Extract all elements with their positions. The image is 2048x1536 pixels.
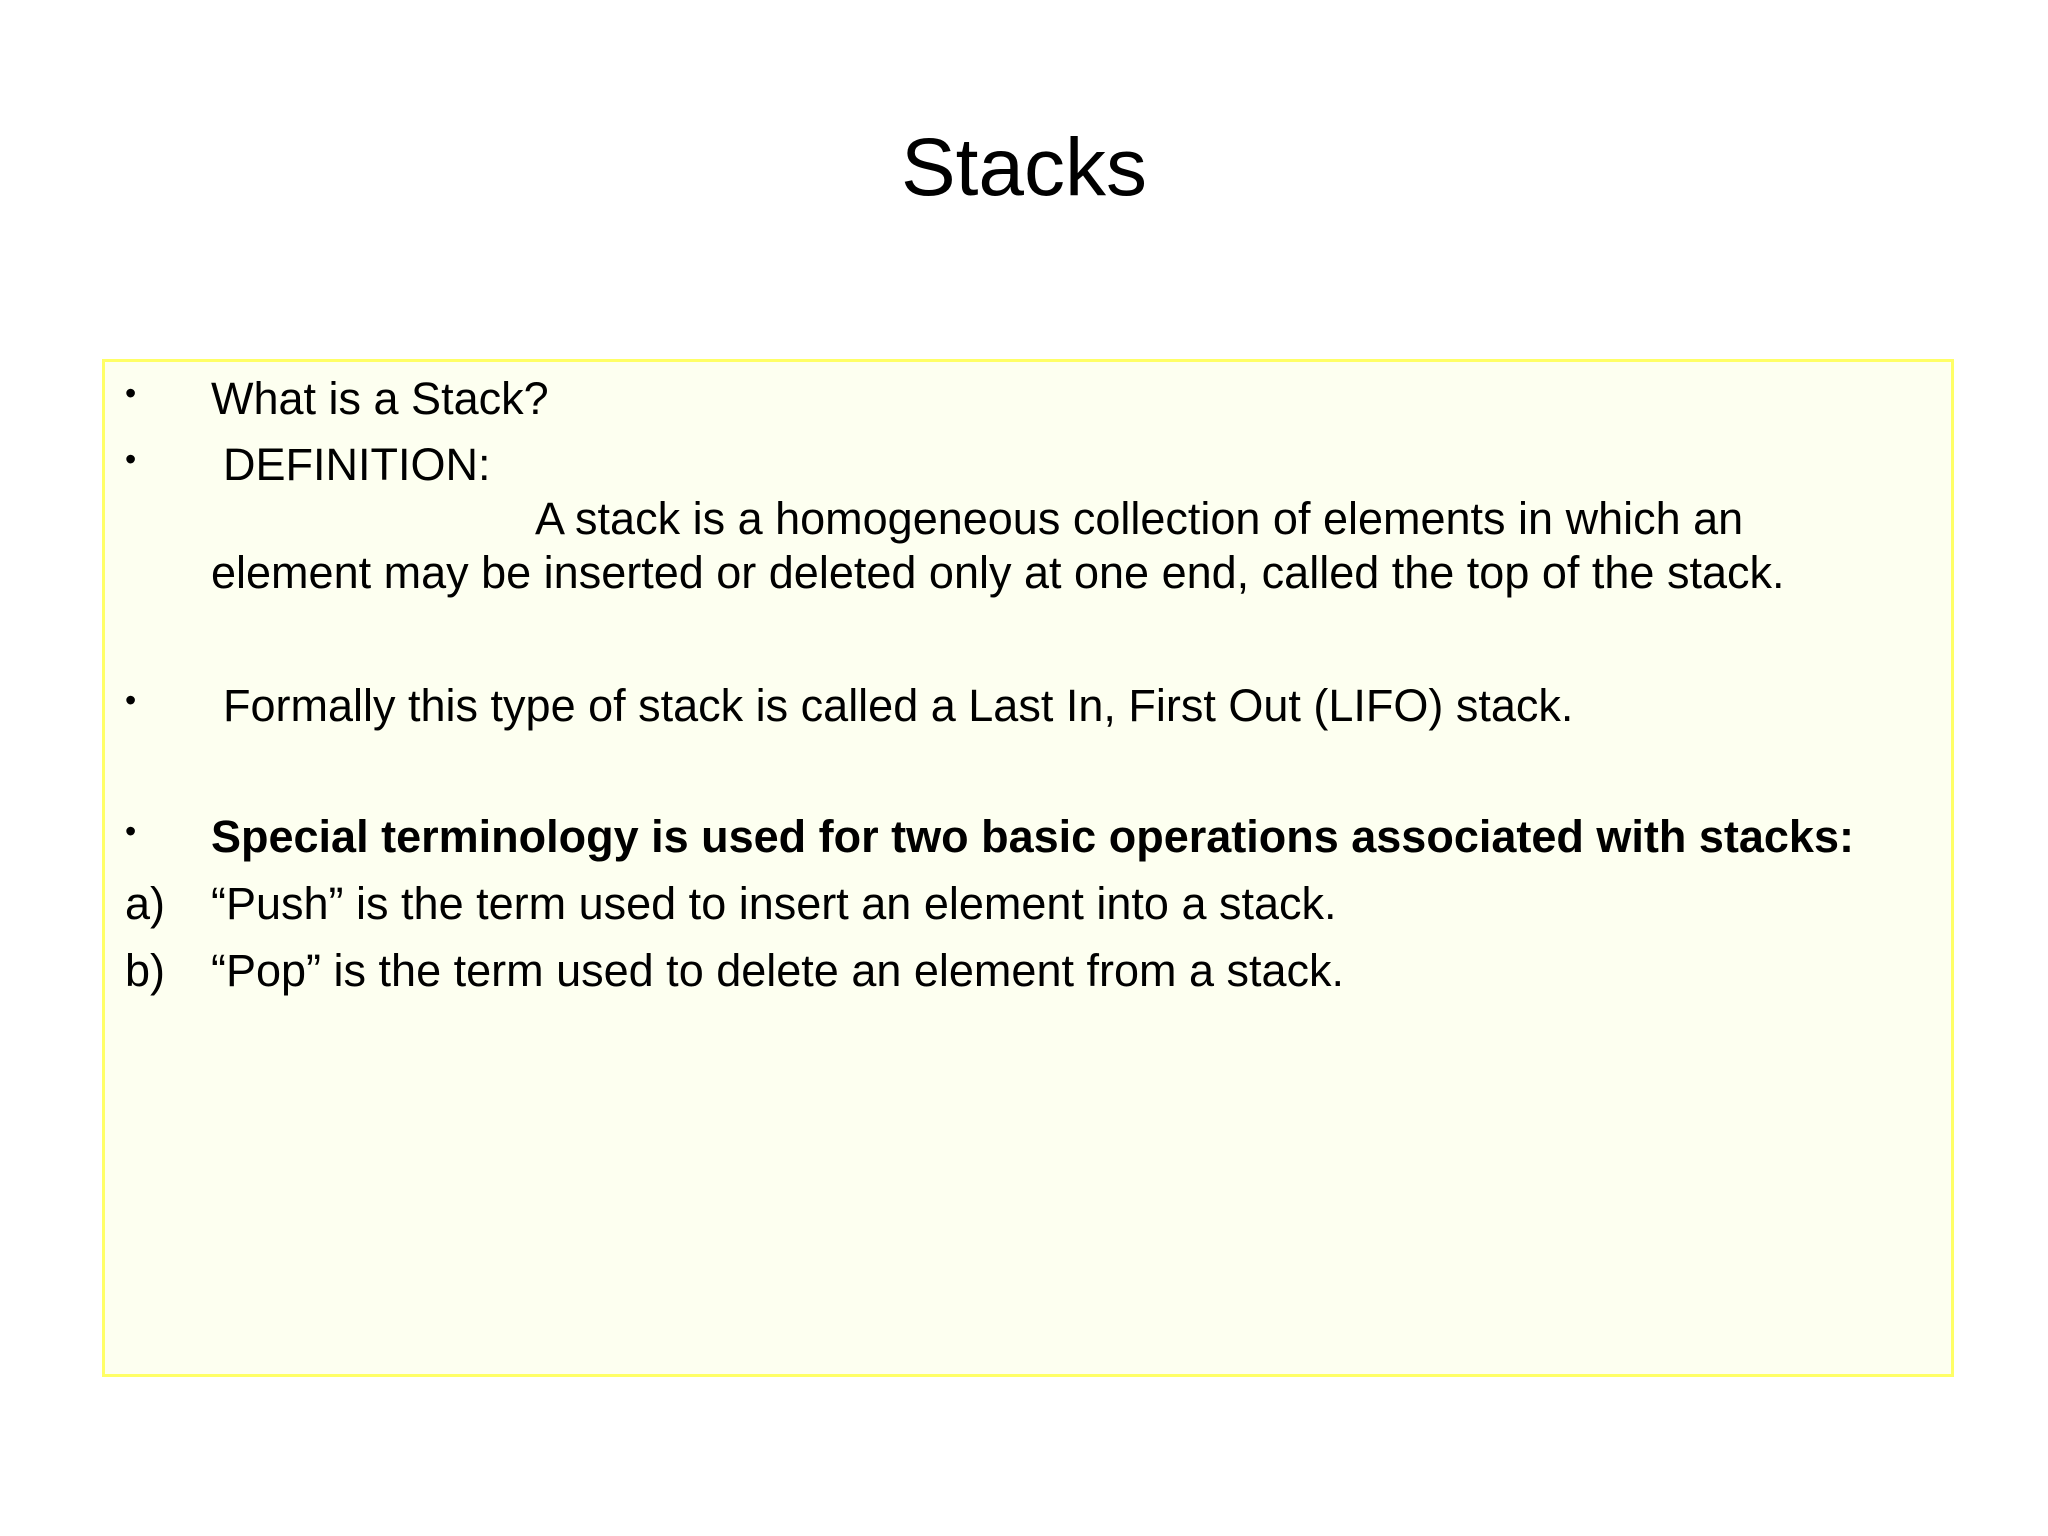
bullet-marker: • — [125, 375, 137, 411]
definition-text: element may be inserted or deleted only at one end, called the top of the stack. — [211, 547, 1785, 598]
list-marker: a) — [125, 878, 166, 929]
bullet-marker: • — [125, 441, 137, 477]
content-box — [102, 359, 1954, 1377]
bullet-marker: • — [125, 682, 137, 718]
bullet-marker: • — [125, 813, 137, 849]
slide-title: Stacks — [900, 122, 1148, 213]
bullet-text: Formally this type of stack is called a Last In, First Out (LIFO) stack. — [223, 680, 1574, 731]
definition-label: DEFINITION: — [223, 439, 491, 490]
bullet-text: What is a Stack? — [211, 373, 549, 424]
list-item-text: “Pop” is the term used to delete an element from a stack. — [211, 945, 1345, 996]
list-item-text: “Push” is the term used to insert an element into a stack. — [211, 878, 1337, 929]
list-marker: b) — [125, 945, 166, 996]
bullet-text: Special terminology is used for two basic operations associated with stacks: — [211, 811, 1854, 862]
definition-text: A stack is a homogeneous collection of elements in which an — [535, 493, 1744, 544]
